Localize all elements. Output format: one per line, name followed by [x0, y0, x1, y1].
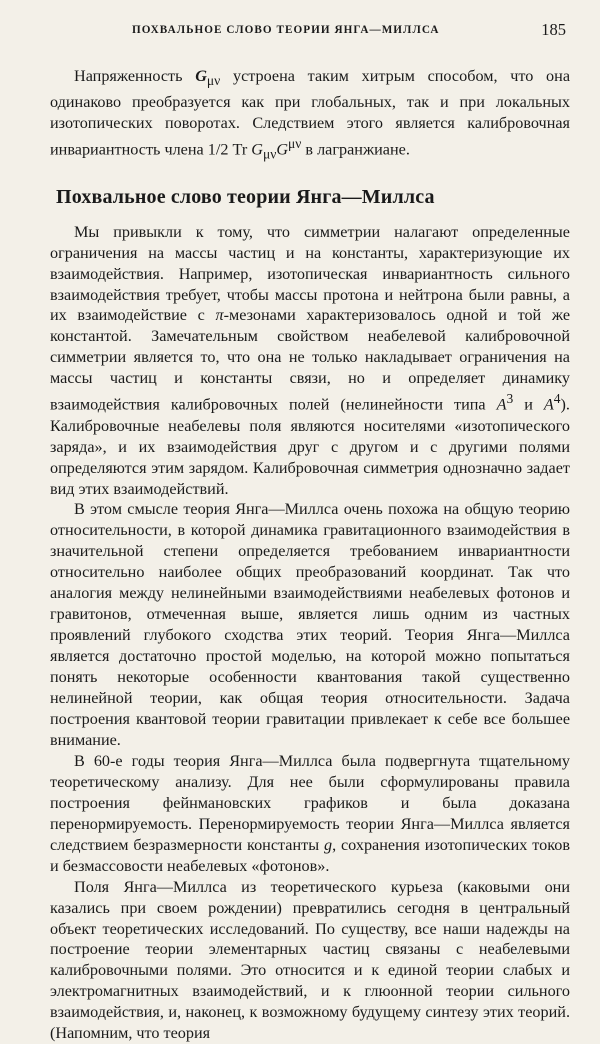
paragraph-sixties: [50, 751, 570, 877]
a-fourth-base: A: [543, 395, 554, 414]
p1-text-2: -мезонами характеризовалось одной и той же константой. Замечательным свойством неабелевой калибровочной симметрии является то, что она не только накладывает ограничения на массы частиц и константы связи, но и определяет динамику взаимодействия калибровочных полей (нелинейности типа: [50, 306, 571, 414]
lagrangian-lower-indices: μν: [262, 146, 277, 162]
intro-paragraph: [50, 66, 570, 166]
running-header: [50, 20, 570, 48]
running-title: ПОХВАЛЬНОЕ СЛОВО ТЕОРИИ ЯНГА—МИЛЛСА: [132, 24, 440, 36]
paragraph-symmetry: [50, 222, 570, 500]
a-cubed-exponent: 3: [506, 391, 514, 407]
p3-text-1: В 60-е годы теория Янга—Миллса была подвергнута тщательному теоретическому анализу. Для нее были сформулированы правила построения фейнмановских графиков и была доказана перенормируемость. Перенормируемость теории Янга—Миллса является следствием безразмерности константы: [50, 751, 570, 854]
pi-symbol: π: [215, 306, 224, 325]
p1-text-1: Мы привыкли к тому, что симметрии налагают определенные ограничения на массы частиц и на константы, характеризующие их взаимодействия. Например, изотопическая инвариантность сильного взаимодействия требует, чтобы массы протона и нейтрона были равны, а их взаимодействие с: [50, 222, 570, 325]
lagrangian-G-upper: G: [276, 140, 289, 159]
intro-text-3: в лагранжиане.: [301, 140, 410, 159]
lagrangian-G-lower: G: [251, 140, 263, 159]
p1-text-3: и: [513, 395, 544, 414]
section-heading: Похвальное слово теории Янга—Миллса: [56, 185, 435, 208]
intro-text-1: Напряженность: [74, 67, 196, 85]
paragraph-relativity: В этом смысле теория Янга—Миллса очень похожа на общую теорию относительности, в которой динамика гравитационного взаимодействия в значительной степени определяется требованием инвариантности относительно наиболее общих преобразований координат. Так что аналогия между нелинейными взаимодействиями неабелевых фотонов и гравитонов, отмеченная выше, является лишь одним из частных проявлений глубокого сходства этих теорий. Теория Янга—Миллса является достаточно простой моделью, на которой можно попытаться понять некоторые особенности квантования такой существенно нелинейной теории, как общая теория относительности. Задача построения квантовой теории гравитации привлекает к себе все большее внимание.: [50, 500, 570, 749]
lagrangian-upper-indices: μν: [288, 136, 302, 152]
a-cubed-base: A: [496, 395, 507, 414]
coupling-constant-symbol: g: [323, 835, 333, 854]
page-number: 185: [541, 20, 566, 39]
field-strength-symbol: G: [195, 67, 207, 85]
trace-operator: Tr: [232, 140, 252, 159]
one-half-fraction: 1/2: [207, 140, 229, 159]
intro-text-2: устроена таким хитрым способом, что она одинаково преобразуется как при глобальных, так и при локальных изотопических поворотах. Следствием этого является калибровочная инвариантность члена: [50, 67, 571, 159]
a-fourth-exponent: 4: [553, 391, 561, 407]
p3-text-2: , сохранения изотопических токов и безмассовости неабелевых «фотонов».: [50, 835, 570, 875]
paragraph-central-object: Поля Янга—Миллса из теоретического курьеза (каковыми они казались при своем рождении) превратились сегодня в центральный объект теоретических исследований. По существу, все наши надежды на построение теории элементарных частиц связаны с неабелевыми калибровочными полями. Это относится и к единой теории слабых и электромагнитных взаимодействий, и к глюонной теории сильного взаимодействия, и, наконец, к возможному будущему синтезу этих теорий. (Напомним, что теория: [50, 877, 570, 1043]
field-strength-indices: μν: [206, 73, 221, 89]
p1-text-4: ). Калибровочные неабелевы поля являются носителями «изотопического заряда», и их взаимодействия друг с другом и с другими полями определяются этим зарядом. Калибровочная симметрия однозначно задает вид этих взаимодействий.: [50, 395, 570, 498]
